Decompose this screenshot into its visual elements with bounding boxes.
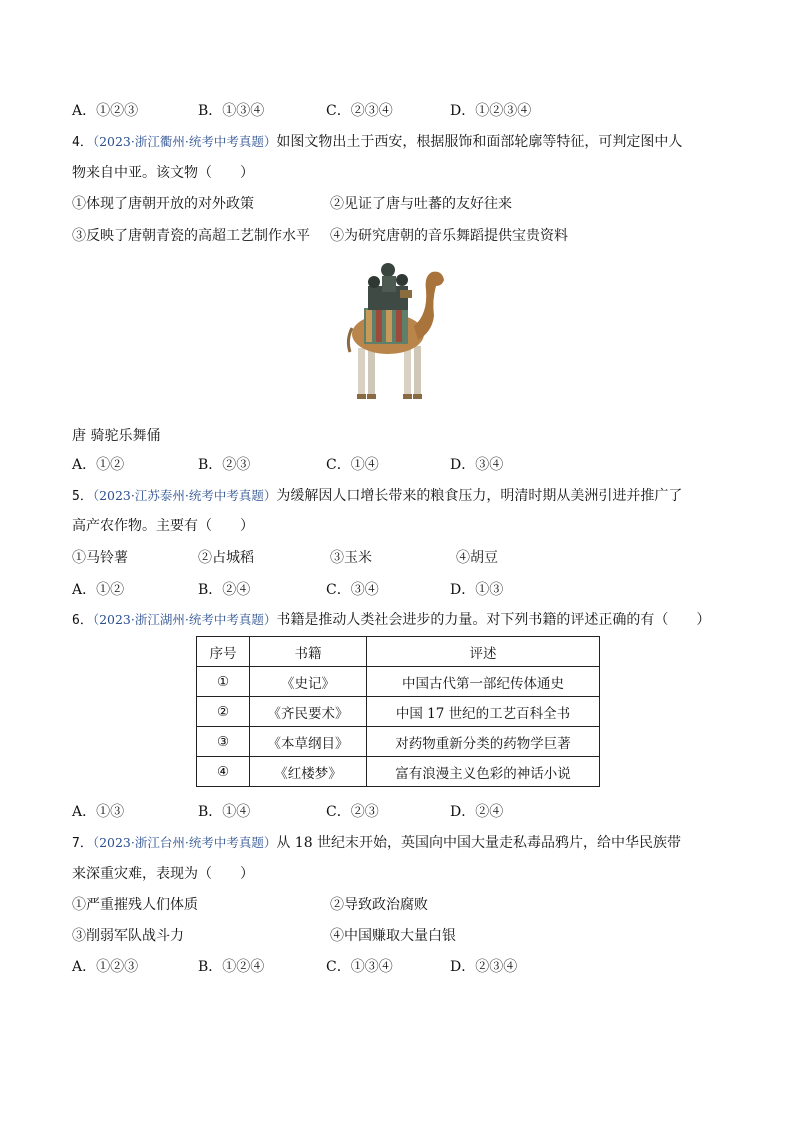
option-a: A．①② bbox=[72, 457, 125, 473]
q4-stem-text: 如图文物出土于西安，根据服饰和面部轮廓等特征，可判定图中人 bbox=[276, 134, 683, 150]
cell-book: 《齐民要术》 bbox=[250, 697, 367, 727]
option-b: B．①③④ bbox=[198, 103, 265, 119]
q7-item-4: ④中国赚取大量白银 bbox=[330, 928, 456, 944]
q5-item-1: ①马铃薯 bbox=[72, 550, 128, 566]
option-a: A．①②③ bbox=[72, 959, 139, 975]
cell-comment: 中国古代第一部纪传体通史 bbox=[367, 667, 600, 697]
option-d: D．①③ bbox=[450, 582, 504, 598]
option-b: B．①④ bbox=[198, 804, 251, 820]
cell-book: 《本草纲目》 bbox=[250, 727, 367, 757]
cell-book: 《红楼梦》 bbox=[250, 757, 367, 787]
q4-item-4: ④为研究唐朝的音乐舞蹈提供宝贵资料 bbox=[330, 228, 568, 244]
q5-item-4: ④胡豆 bbox=[456, 550, 498, 566]
option-d: D．②③④ bbox=[450, 959, 518, 975]
cell-comment: 富有浪漫主义色彩的神话小说 bbox=[367, 757, 600, 787]
option-a: A．①②③ bbox=[72, 103, 139, 119]
option-c: C．①③④ bbox=[326, 959, 393, 975]
option-c: C．②③ bbox=[326, 804, 379, 820]
option-a: A．①② bbox=[72, 582, 125, 598]
q6-stem-text: 书籍是推动人类社会进步的力量。对下列书籍的评述正确的有（ ） bbox=[276, 612, 711, 628]
option-b: B．②④ bbox=[198, 582, 251, 598]
camel-figurine-image bbox=[344, 256, 448, 408]
q7-source: （2023·浙江台州·统考中考真题） bbox=[92, 835, 277, 850]
option-b: B．②③ bbox=[198, 457, 251, 473]
q4-item-3: ③反映了唐朝青瓷的高超工艺制作水平 bbox=[72, 228, 310, 244]
header-comment: 评述 bbox=[367, 637, 600, 667]
q4-item-1: ①体现了唐朝开放的对外政策 bbox=[72, 196, 254, 212]
q7-stem-line2: 来深重灾难，表现为（ ） bbox=[72, 866, 254, 882]
header-index: 序号 bbox=[197, 637, 250, 667]
cell-comment: 对药物重新分类的药物学巨著 bbox=[367, 727, 600, 757]
option-d: D．②④ bbox=[450, 804, 504, 820]
cell-comment: 中国 17 世纪的工艺百科全书 bbox=[367, 697, 600, 727]
q7-number: 7． bbox=[72, 836, 93, 851]
books-table bbox=[196, 636, 600, 787]
q7-item-1: ①严重摧残人们体质 bbox=[72, 897, 198, 913]
q6-stem bbox=[72, 610, 710, 631]
q4-number: 4． bbox=[72, 135, 93, 150]
option-d: D．③④ bbox=[450, 457, 504, 473]
table-row bbox=[197, 727, 600, 757]
q5-stem-line2: 高产农作物。主要有（ ） bbox=[72, 518, 254, 534]
q7-stem-line1 bbox=[72, 833, 681, 854]
cell-index: ② bbox=[197, 697, 250, 727]
table-row bbox=[197, 757, 600, 787]
cell-index: ③ bbox=[197, 727, 250, 757]
cell-index: ① bbox=[197, 667, 250, 697]
q5-item-2: ②占城稻 bbox=[198, 550, 254, 566]
table-header-row bbox=[197, 637, 600, 667]
option-c: C．③④ bbox=[326, 582, 379, 598]
table-row bbox=[197, 667, 600, 697]
q6-source: （2023·浙江湖州·统考中考真题） bbox=[92, 612, 277, 627]
option-d: D．①②③④ bbox=[450, 103, 532, 119]
option-b: B．①②④ bbox=[198, 959, 265, 975]
q5-number: 5． bbox=[72, 489, 93, 504]
q7-item-3: ③削弱军队战斗力 bbox=[72, 928, 184, 944]
q4-stem-line2: 物来自中亚。该文物（ ） bbox=[72, 165, 254, 181]
option-c: C．①④ bbox=[326, 457, 379, 473]
q4-caption: 唐 骑驼乐舞俑 bbox=[72, 428, 161, 444]
q7-stem-text: 从 18 世纪末开始，英国向中国大量走私毒品鸦片，给中华民族带 bbox=[276, 835, 682, 851]
table-row bbox=[197, 697, 600, 727]
q4-source: （2023·浙江衢州·统考中考真题） bbox=[92, 134, 277, 149]
option-c: C．②③④ bbox=[326, 103, 393, 119]
q6-number: 6． bbox=[72, 613, 93, 628]
q4-stem-line1 bbox=[72, 132, 682, 153]
q7-item-2: ②导致政治腐败 bbox=[330, 897, 428, 913]
q5-stem-line1 bbox=[72, 486, 682, 507]
cell-index: ④ bbox=[197, 757, 250, 787]
q5-item-3: ③玉米 bbox=[330, 550, 372, 566]
header-book: 书籍 bbox=[250, 637, 367, 667]
option-a: A．①③ bbox=[72, 804, 125, 820]
q4-item-2: ②见证了唐与吐蕃的友好往来 bbox=[330, 196, 512, 212]
cell-book: 《史记》 bbox=[250, 667, 367, 697]
q5-stem-text: 为缓解因人口增长带来的粮食压力，明清时期从美洲引进并推广了 bbox=[276, 488, 683, 504]
q5-source: （2023·江苏泰州·统考中考真题） bbox=[92, 488, 277, 503]
